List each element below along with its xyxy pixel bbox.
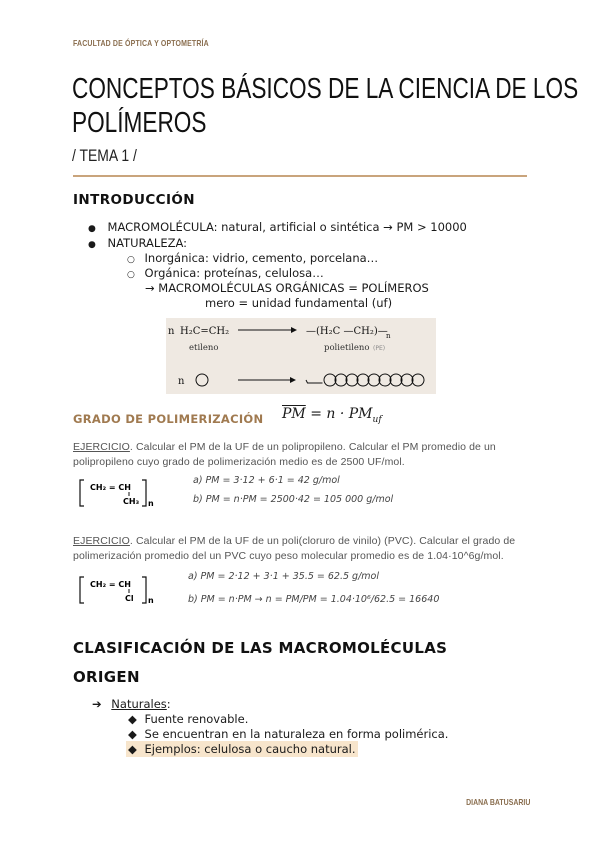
arrow-head-icon xyxy=(291,327,297,333)
chain-bead xyxy=(401,374,413,386)
formula-lhs: $\overline{PM}$ xyxy=(282,406,306,422)
diamond-bullet-icon: ◆ xyxy=(128,742,137,756)
exercise-2-body: . Calcular el PM de la UF de un poli(cloruro de vinilo) (PVC). Calcular el grado de polimerización promedio del un PVC cuyo peso molecular promedio es de 1.04·10^6g/mol. xyxy=(73,535,516,562)
polymer-chain-icon xyxy=(306,374,424,386)
title-line-1: CONCEPTOS BÁSICOS DE LA CIENCIA DE LOS xyxy=(72,73,579,105)
intro-line-4: mero = unidad fundamental (uf) xyxy=(205,296,393,310)
ex2-struct-n: n xyxy=(148,596,154,605)
origin-heading: ORIGEN xyxy=(73,668,140,686)
exercise-1-answer-a: a) PM = 3·12 + 6·1 = 42 g/mol xyxy=(193,475,340,486)
exercise-1-label: EJERCICIO xyxy=(73,441,130,453)
figure-n2: n xyxy=(178,376,185,387)
naturales-colon: : xyxy=(166,697,171,711)
ex2-struct-top: CH₂ = CH xyxy=(90,580,131,589)
monomer-circle-icon xyxy=(196,374,208,386)
intro-sub-2-text: Orgánica: proteínas, celulosa… xyxy=(144,266,324,280)
naturales-sub-2 xyxy=(128,727,448,741)
figure-monomer-name: etileno xyxy=(189,343,219,353)
exercise-1-body: . Calcular el PM de la UF de un polipropileno. Calcular el PM promedio de un polipropileno cuyo grado de polimerización medio es de 2500 UF/mol. xyxy=(73,441,496,468)
author-footer: DIANA BATUSARIU xyxy=(465,797,530,807)
naturales-item xyxy=(92,697,171,711)
naturales-sub-3-text: Ejemplos: celulosa o caucho natural. xyxy=(144,742,356,756)
figure-polymer-name: polietileno xyxy=(324,343,370,353)
naturales-sub-1-text: Fuente renovable. xyxy=(144,712,249,726)
ex2-struct-bot: Cl xyxy=(125,594,134,603)
ex1-struct-n: n xyxy=(148,499,154,508)
bullet-circle-icon: ○ xyxy=(127,270,135,280)
naturales-sub-2-text: Se encuentran en la naturaleza en forma polimérica. xyxy=(144,727,449,741)
polymerization-diagram xyxy=(166,318,436,394)
exercise-2-answer-b: b) PM = n·PM → n = PM/PM = 1.04·10⁶/62.5 = 16640 xyxy=(188,594,440,605)
naturales-label: Naturales xyxy=(111,697,167,711)
intro-sub-1-text: Inorgánica: vidrio, cemento, porcelana… xyxy=(144,251,379,265)
faculty-header: FACULTAD DE ÓPTICA Y OPTOMETRÍA xyxy=(73,38,209,48)
exercise-2-text xyxy=(73,534,543,564)
figure-monomer: H₂C=CH₂ xyxy=(180,326,230,337)
intro-item-2 xyxy=(88,236,187,250)
intro-item-1-text: MACROMOLÉCULA: natural, artificial o sintética → PM > 10000 xyxy=(107,220,467,234)
diamond-bullet-icon: ◆ xyxy=(128,712,137,726)
naturales-sub-1 xyxy=(128,712,248,726)
divider xyxy=(73,175,527,177)
figure-polymer-sub: n xyxy=(386,332,391,340)
intro-line-3: → MACROMOLÉCULAS ORGÁNICAS = POLÍMEROS xyxy=(145,281,429,295)
ex1-struct-top: CH₂ = CH xyxy=(90,483,131,492)
structure-pvc xyxy=(78,573,158,607)
chain-bead xyxy=(412,374,424,386)
chain-bead xyxy=(357,374,369,386)
chain-bead xyxy=(379,374,391,386)
structure-polypropylene xyxy=(78,476,158,510)
diamond-bullet-icon: ◆ xyxy=(128,727,137,741)
chain-bead xyxy=(324,374,336,386)
ex1-struct-bot: CH₃ xyxy=(123,497,140,506)
chain-bead xyxy=(390,374,402,386)
title-line-2: POLÍMEROS xyxy=(72,107,207,139)
chain-bead xyxy=(368,374,380,386)
formula-rhs: = n · PM xyxy=(310,406,373,422)
exercise-2-answer-a: a) PM = 2·12 + 3·1 + 35.5 = 62.5 g/mol xyxy=(188,571,379,582)
chain-bead xyxy=(335,374,347,386)
arrow-right-icon: ➔ xyxy=(92,697,102,711)
naturales-sub-3 xyxy=(126,741,358,757)
intro-item-1 xyxy=(88,220,467,234)
exercise-1-text xyxy=(73,440,543,470)
figure-polymer: —(H₂C —CH₂)— xyxy=(306,326,388,337)
page-title xyxy=(72,72,579,140)
exercise-2-label: EJERCICIO xyxy=(73,535,130,547)
polymerization-figure xyxy=(166,318,436,394)
chain-bead xyxy=(346,374,358,386)
classification-heading: CLASIFICACIÓN DE LAS MACROMOLÉCULAS xyxy=(73,639,448,657)
bullet-dot-icon: ● xyxy=(88,240,96,250)
bullet-circle-icon: ○ xyxy=(127,255,135,265)
intro-heading: INTRODUCCIÓN xyxy=(73,192,195,208)
intro-item-2-text: NATURALEZA: xyxy=(107,236,188,250)
arrow-head-icon-2 xyxy=(290,377,296,383)
exercise-1-answer-b: b) PM = n·PM = 2500·42 = 105 000 g/mol xyxy=(193,494,394,505)
grado-formula xyxy=(282,406,382,425)
bullet-dot-icon: ● xyxy=(88,224,96,234)
figure-n1: n xyxy=(168,326,175,337)
figure-polymer-abbr: (PE) xyxy=(373,345,386,352)
intro-sub-1 xyxy=(127,251,378,265)
page-subtitle: / TEMA 1 / xyxy=(72,146,137,165)
intro-sub-2 xyxy=(127,266,324,280)
formula-sub: uf xyxy=(372,414,382,425)
grado-heading: GRADO DE POLIMERIZACIÓN xyxy=(73,412,264,426)
